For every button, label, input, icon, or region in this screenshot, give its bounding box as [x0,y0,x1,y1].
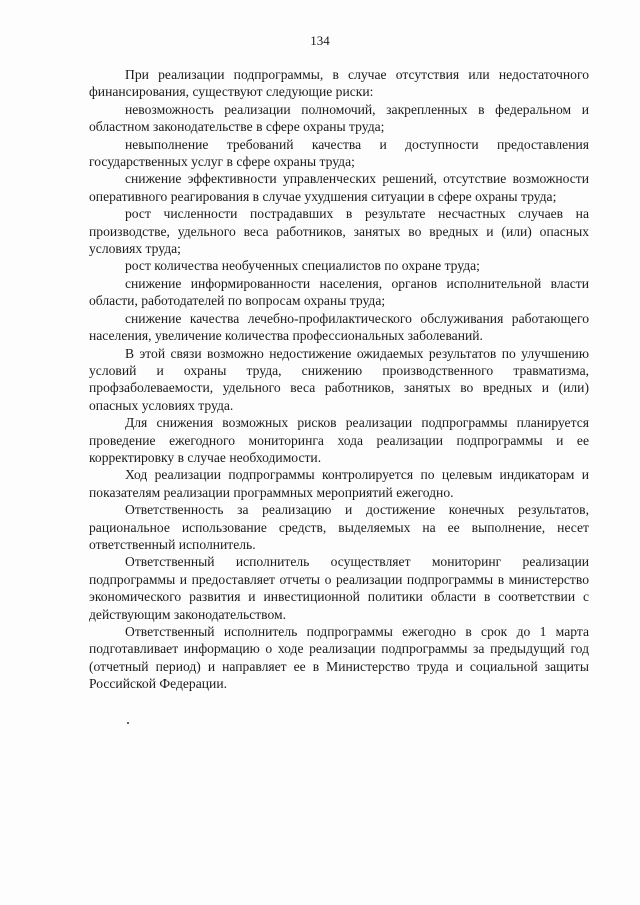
paragraph-risk-1: невозможность реализации полномочий, закрепленных в федеральном и областном законодательстве в сфере охраны труда; [89,101,589,135]
paragraph-annual-report: Ответственный исполнитель подпрограммы ежегодно в срок до 1 марта подготавливает информацию о ходе реализации подпрограммы за предыдущий год (отчетный период) и направляет ее в Министерство труда и социальной защиты Российской Федерации. [89,624,589,692]
scan-dot-mark [127,722,129,724]
paragraph-risk-4: рост численности пострадавших в результате несчастных случаев на производстве, удельного веса работников, занятых во вредных и (или) опасных условиях труда; [89,206,589,257]
paragraph-reporting: Ответственный исполнитель осуществляет мониторинг реализации подпрограммы и предоставляет отчеты о реализации подпрограммы в министерство экономического развития и инвестиционной политики области в соответствии с действующим законодательством. [89,554,589,622]
paragraph-control: Ход реализации подпрограммы контролируется по целевым индикаторам и показателям реализации программных мероприятий ежегодно. [89,467,589,500]
paragraph-risk-3: снижение эффективности управленческих решений, отсутствие возможности оперативного реагирования в случае ухудшения ситуации в сфере охраны труда; [89,171,589,204]
paragraph-responsibility: Ответственность за реализацию и достижение конечных результатов, рациональное использование средств, выделяемых на ее выполнение, несет ответственный исполнитель. [89,502,589,552]
page-number: 134 [310,33,330,48]
paragraph-monitoring: Для снижения возможных рисков реализации подпрограммы планируется проведение ежегодного мониторинга хода реализации подпрограммы и ее корректировку в случае необходимости. [89,415,589,465]
paragraph-consequences: В этой связи возможно недостижение ожидаемых результатов по улучшению условий и охраны труда, снижению производственного травматизма, профзаболеваемости, удельного веса работников, занятых во вредных и (или) опасных условиях труда. [89,345,589,413]
body-text [89,66,589,693]
paragraph-risk-2: невыполнение требований качества и доступности предоставления государственных услуг в сфере охраны труда; [89,136,589,170]
paragraph-risks-intro: При реализации подпрограммы, в случае отсутствия или недостаточного финансирования, существуют следующие риски: [89,67,589,100]
paragraph-risk-7: снижение качества лечебно-профилактического обслуживания работающего населения, увеличение количества профессиональных заболеваний. [89,310,589,344]
paragraph-risk-6: снижение информированности населения, органов исполнительной власти области, работодателей по вопросам охраны труда; [89,275,589,309]
paragraph-risk-5: рост количества необученных специалистов по охране труда; [125,258,480,274]
